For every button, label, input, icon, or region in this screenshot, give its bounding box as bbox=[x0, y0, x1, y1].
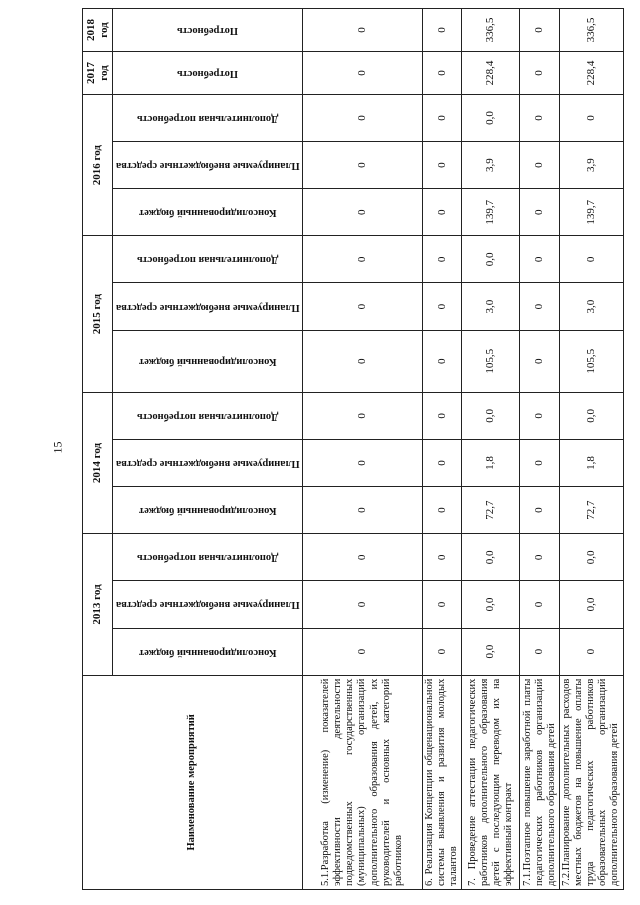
table-row bbox=[303, 9, 423, 890]
row-value: 0 bbox=[520, 439, 560, 486]
sub-consolidated-2015: Консолидированный бюджет bbox=[138, 356, 277, 368]
row-value: 72,7 bbox=[560, 487, 623, 534]
row-value: 0 bbox=[303, 189, 423, 236]
sub-additional-2014: Дополнительная потребность bbox=[136, 410, 279, 422]
row-name: 6. Реализация Концепции общенациональной системы выявления и развития молодых талантов bbox=[423, 675, 462, 889]
sub-need-2017: Потребность bbox=[177, 68, 238, 80]
funding-table bbox=[82, 8, 624, 890]
header-name: Наименование мероприятий bbox=[83, 675, 303, 889]
row-value: 0 bbox=[423, 439, 462, 486]
sub-additional-2016: Дополнительная потребность bbox=[136, 113, 279, 125]
row-value: 0 bbox=[303, 94, 423, 141]
row-name: 7. Проведение аттестации педагогических работников дополнительного образования детей с последующим переводом их на эффективный контракт bbox=[462, 675, 520, 889]
table-row bbox=[520, 9, 560, 890]
table-row bbox=[462, 9, 520, 890]
row-value: 3,9 bbox=[462, 142, 520, 189]
row-value: 3,0 bbox=[462, 283, 520, 330]
row-value: 0 bbox=[423, 142, 462, 189]
row-value: 0,0 bbox=[560, 534, 623, 581]
table-row bbox=[423, 9, 462, 890]
row-value: 0 bbox=[520, 283, 560, 330]
row-name: 7.2.Планирование дополнительных расходов местных бюджетов на повышение оплаты труда педагогических работников образовательных организаций дополнительного образования детей bbox=[560, 675, 623, 889]
row-value: 0 bbox=[423, 330, 462, 392]
year-2015: 2015 год bbox=[83, 236, 113, 392]
row-value: 0,0 bbox=[462, 236, 520, 283]
sub-additional-2015: Дополнительная потребность bbox=[136, 254, 279, 266]
row-value: 228,4 bbox=[560, 52, 623, 95]
row-value: 0 bbox=[520, 330, 560, 392]
table-body bbox=[303, 9, 624, 890]
year-2017: 2017 год bbox=[83, 52, 113, 95]
sub-need-2018: Потребность bbox=[177, 25, 238, 37]
row-value: 0 bbox=[303, 439, 423, 486]
row-value: 0 bbox=[520, 581, 560, 628]
row-value: 0 bbox=[520, 487, 560, 534]
table-row bbox=[560, 9, 623, 890]
row-value: 0 bbox=[560, 236, 623, 283]
row-value: 0 bbox=[423, 487, 462, 534]
row-value: 139,7 bbox=[560, 189, 623, 236]
row-value: 0,0 bbox=[560, 581, 623, 628]
row-value: 0 bbox=[560, 628, 623, 675]
row-value: 0 bbox=[303, 9, 423, 52]
row-value: 0 bbox=[520, 189, 560, 236]
year-2014: 2014 год bbox=[83, 392, 113, 533]
row-value: 0 bbox=[423, 392, 462, 439]
row-value: 3,0 bbox=[560, 283, 623, 330]
sub-planned-2014: Планируемые внебюджетные средства bbox=[115, 458, 300, 470]
table-container bbox=[82, 8, 621, 890]
row-value: 0 bbox=[520, 534, 560, 581]
row-value: 139,7 bbox=[462, 189, 520, 236]
row-value: 0 bbox=[423, 236, 462, 283]
row-value: 228,4 bbox=[462, 52, 520, 95]
row-value: 0 bbox=[303, 236, 423, 283]
row-value: 0 bbox=[520, 52, 560, 95]
row-value: 105,5 bbox=[462, 330, 520, 392]
row-value: 0 bbox=[520, 142, 560, 189]
row-value: 0,0 bbox=[462, 392, 520, 439]
row-value: 0 bbox=[520, 94, 560, 141]
sub-consolidated-2016: Консолидированный бюджет bbox=[138, 207, 277, 219]
row-value: 0 bbox=[423, 9, 462, 52]
row-value: 0 bbox=[303, 534, 423, 581]
row-value: 0 bbox=[303, 628, 423, 675]
row-value: 0,0 bbox=[462, 581, 520, 628]
row-value: 0 bbox=[520, 236, 560, 283]
row-value: 0 bbox=[520, 392, 560, 439]
sub-planned-2016: Планируемые внебюджетные средства bbox=[115, 160, 300, 172]
row-value: 0 bbox=[423, 189, 462, 236]
row-value: 336,5 bbox=[462, 9, 520, 52]
row-value: 0,0 bbox=[462, 94, 520, 141]
sub-consolidated-2014: Консолидированный бюджет bbox=[138, 505, 277, 517]
row-value: 0 bbox=[303, 283, 423, 330]
sub-planned-2013: Планируемые внебюджетные средства bbox=[115, 599, 300, 611]
row-value: 0 bbox=[520, 628, 560, 675]
row-value: 72,7 bbox=[462, 487, 520, 534]
row-name: 7.1.Поэтапное повышение заработной платы педагогических работников организаций дополнительного образования детей bbox=[520, 675, 560, 889]
row-value: 0 bbox=[303, 142, 423, 189]
row-value: 0 bbox=[423, 52, 462, 95]
row-name: 5.1.Разработка (изменение) показателей эффективности деятельности подведомственных государственных (муниципальных) организаций дополнительного образования детей, их руководителей и основных категорий работников bbox=[303, 675, 423, 889]
row-value: 0 bbox=[520, 9, 560, 52]
rotated-page bbox=[82, 8, 621, 890]
row-value: 0 bbox=[303, 392, 423, 439]
row-value: 0,0 bbox=[462, 628, 520, 675]
year-2013: 2013 год bbox=[83, 534, 113, 675]
row-value: 336,5 bbox=[560, 9, 623, 52]
row-value: 0 bbox=[303, 487, 423, 534]
row-value: 0 bbox=[560, 94, 623, 141]
sub-planned-2015: Планируемые внебюджетные средства bbox=[115, 301, 300, 313]
row-value: 0 bbox=[303, 52, 423, 95]
row-value: 3,9 bbox=[560, 142, 623, 189]
year-2016: 2016 год bbox=[83, 94, 113, 235]
row-value: 1,8 bbox=[462, 439, 520, 486]
row-value: 0 bbox=[423, 534, 462, 581]
row-value: 0 bbox=[423, 283, 462, 330]
row-value: 0 bbox=[423, 581, 462, 628]
year-2018: 2018 год bbox=[83, 9, 113, 52]
page-number: 15 bbox=[50, 441, 65, 454]
row-value: 0 bbox=[303, 330, 423, 392]
row-value: 105,5 bbox=[560, 330, 623, 392]
row-value: 0,0 bbox=[462, 534, 520, 581]
row-value: 1,8 bbox=[560, 439, 623, 486]
row-value: 0 bbox=[423, 94, 462, 141]
sub-consolidated-2013: Консолидированный бюджет bbox=[138, 646, 277, 658]
sub-additional-2013: Дополнительная потребность bbox=[136, 552, 279, 564]
row-value: 0,0 bbox=[560, 392, 623, 439]
row-value: 0 bbox=[303, 581, 423, 628]
row-value: 0 bbox=[423, 628, 462, 675]
